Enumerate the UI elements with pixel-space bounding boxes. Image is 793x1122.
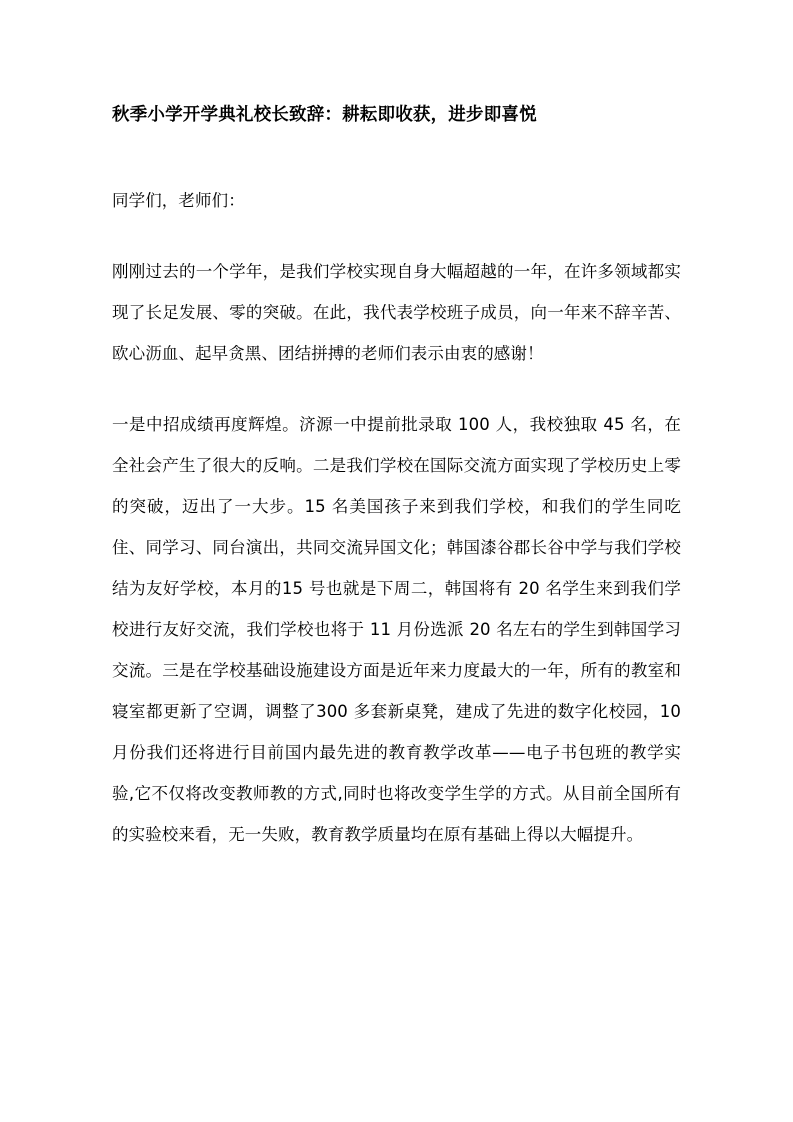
paragraph-2: 一是中招成绩再度辉煌。济源一中提前批录取 100 人，我校独取 45 名，在全社会产生了很大的反响。二是我们学校在国际交流方面实现了学校历史上零的突破，迈出了一大步。15 名美国孩子来到我们学校，和我们的学生同吃住、同学习、同台演出，共同交流异国文化；韩国漆谷郡长谷中学与我们学校结为友好学校，本月的15 号也就是下周二，韩国将有 20 名学生来到我们学校进行友好交流，我们学校也将于 11 月份选派 20 名左右的学生到韩国学习交流。三是在学校基础设施建设方面是近年来力度最大的一年，所有的教室和寝室都更新了空调，调整了300 多套新桌凳，建成了先进的数字化校园，10 月份我们还将进行目前国内最先进的教育教学改革——电子书包班的教学实验,它不仅将改变教师教的方式,同时也将改变学生学的方式。从目前全国所有的实验校来看，无一失败，教育教学质量均在原有基础上得以大幅提升。 xyxy=(112,415,681,845)
paragraph-1: 刚刚过去的一个学年，是我们学校实现自身大幅超越的一年，在许多领域都实现了长足发展、零的突破。在此，我代表学校班子成员，向一年来不辞辛苦、欧心沥血、起早贪黑、团结拼搏的老师们表示由衷的感谢！ xyxy=(112,262,681,364)
paragraph-salutation: 同学们，老师们： xyxy=(112,191,245,211)
document-body xyxy=(112,180,681,855)
page-title: 秋季小学开学典礼校长致辞：耕耘即收获，进步即喜悦 xyxy=(112,105,537,125)
